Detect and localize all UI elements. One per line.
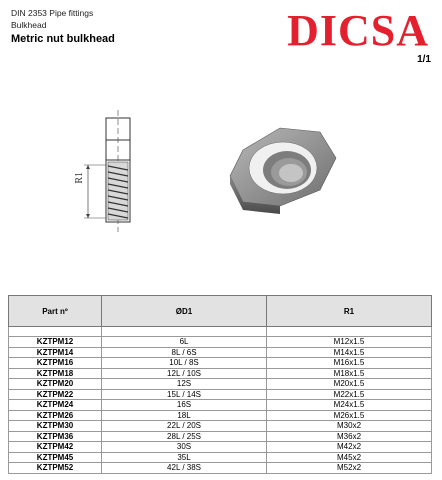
table-row: KZTPM24 16S M24x1.5 — [9, 400, 432, 411]
table-row: KZTPM36 28L / 25S M36x2 — [9, 431, 432, 442]
r1-dimension-label: R1 — [74, 172, 85, 184]
dicsa-logo — [241, 6, 431, 50]
logo-text: DICSA — [287, 6, 429, 50]
category-label: Bulkhead — [11, 20, 47, 30]
table-row: KZTPM42 30S M42x2 — [9, 442, 432, 453]
nut-technical-drawing — [58, 110, 358, 240]
table-row: KZTPM52 42L / 38S M52x2 — [9, 463, 432, 474]
column-header-part-no: Part nº — [9, 296, 102, 327]
nut-3d-render — [230, 128, 336, 214]
parts-table — [8, 295, 432, 474]
page-title: Metric nut bulkhead — [11, 33, 115, 45]
nut-section-view — [74, 110, 130, 232]
table-row: KZTPM22 15L / 14S M22x1.5 — [9, 389, 432, 400]
table-row: KZTPM20 12S M20x1.5 — [9, 379, 432, 390]
table-row: KZTPM45 35L M45x2 — [9, 452, 432, 463]
table-row: KZTPM30 22L / 20S M30x2 — [9, 421, 432, 432]
table-row: KZTPM14 8L / 6S M14x1.5 — [9, 347, 432, 358]
table-header-row — [9, 296, 432, 327]
table-row: KZTPM16 10L / 8S M16x1.5 — [9, 358, 432, 369]
standard-label: DIN 2353 Pipe fittings — [11, 8, 94, 18]
table-row: KZTPM26 18L M26x1.5 — [9, 410, 432, 421]
table-row: KZTPM18 12L / 10S M18x1.5 — [9, 368, 432, 379]
column-header-od1: ØD1 — [102, 296, 267, 327]
document-header — [11, 7, 115, 46]
column-header-r1: R1 — [267, 296, 432, 327]
table-spacer-row — [9, 327, 432, 337]
table-row: KZTPM12 6L M12x1.5 — [9, 337, 432, 348]
page-indicator: 1/1 — [417, 54, 431, 65]
